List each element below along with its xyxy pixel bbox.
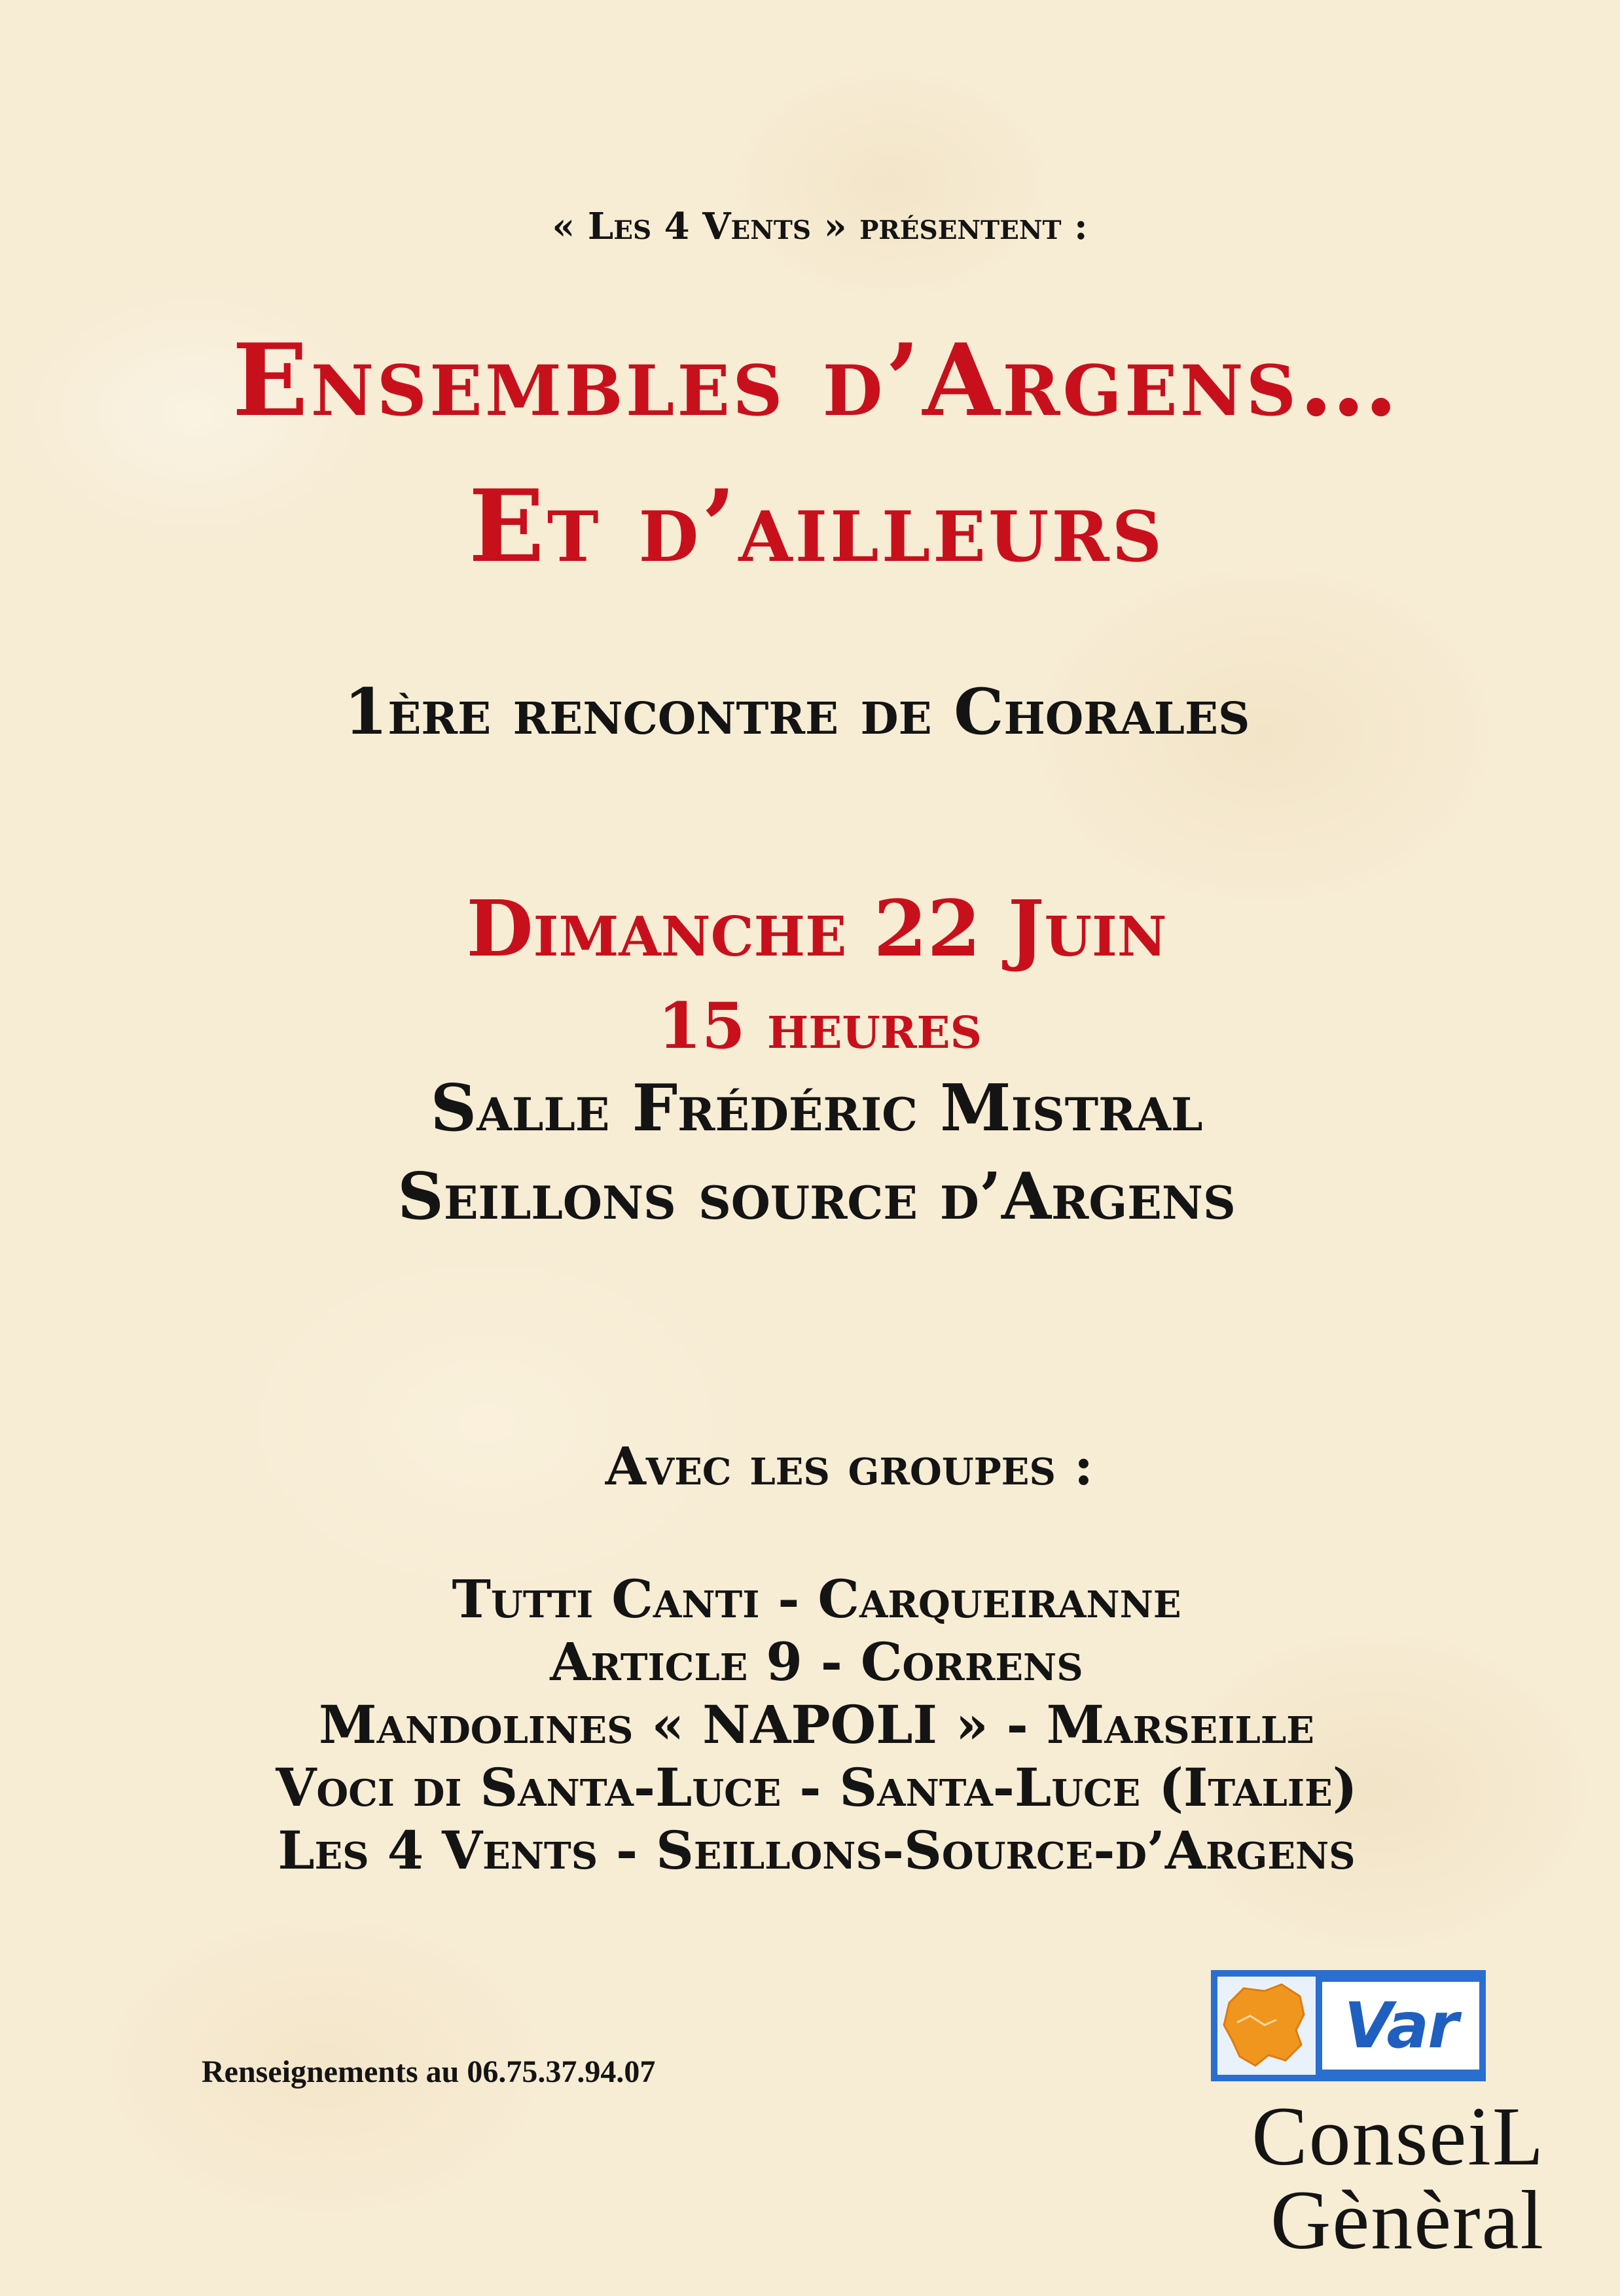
title-line-1: Ensembles d’Argens… (232, 321, 1401, 439)
var-badge (1322, 1982, 1479, 2070)
event-time: 15 heures (658, 989, 982, 1063)
event-venue: Salle Frédéric Mistral (430, 1071, 1203, 1146)
logo-mark (1211, 1970, 1486, 2081)
group-list (0, 1568, 1620, 1882)
conseil-general-var-logo (1113, 1970, 1545, 2278)
title-line-2: Et d’ailleurs (468, 467, 1165, 584)
logo-line-2: Gènèral (1270, 2174, 1545, 2267)
logo-line-1: ConseiL (1251, 2090, 1545, 2183)
event-date: Dimanche 22 Juin (466, 883, 1167, 974)
group-item: Les 4 Vents - Seillons-Source-d’Argens (278, 1820, 1356, 1881)
group-item: Article 9 - Correns (550, 1631, 1083, 1693)
contact-info: Renseignements au 06.75.37.94.07 (202, 2054, 656, 2089)
group-item: Mandolines « NAPOLI » - Marseille (319, 1694, 1314, 1755)
group-item: Voci di Santa-Luce - Santa-Luce (Italie) (276, 1757, 1358, 1818)
groups-heading: Avec les groupes : (605, 1435, 1094, 1497)
event-town: Seillons source d’Argens (397, 1159, 1236, 1234)
var-badge-text: Var (1344, 1989, 1458, 2062)
var-map-icon (1217, 1977, 1316, 2075)
event-subtitle: 1ère rencontre de Chorales (344, 675, 1250, 749)
group-item: Tutti Canti - Carqueiranne (452, 1568, 1181, 1630)
presenter-line: « Les 4 Vents » présentent : (552, 205, 1088, 248)
logo-wordmark (1113, 2090, 1545, 2267)
